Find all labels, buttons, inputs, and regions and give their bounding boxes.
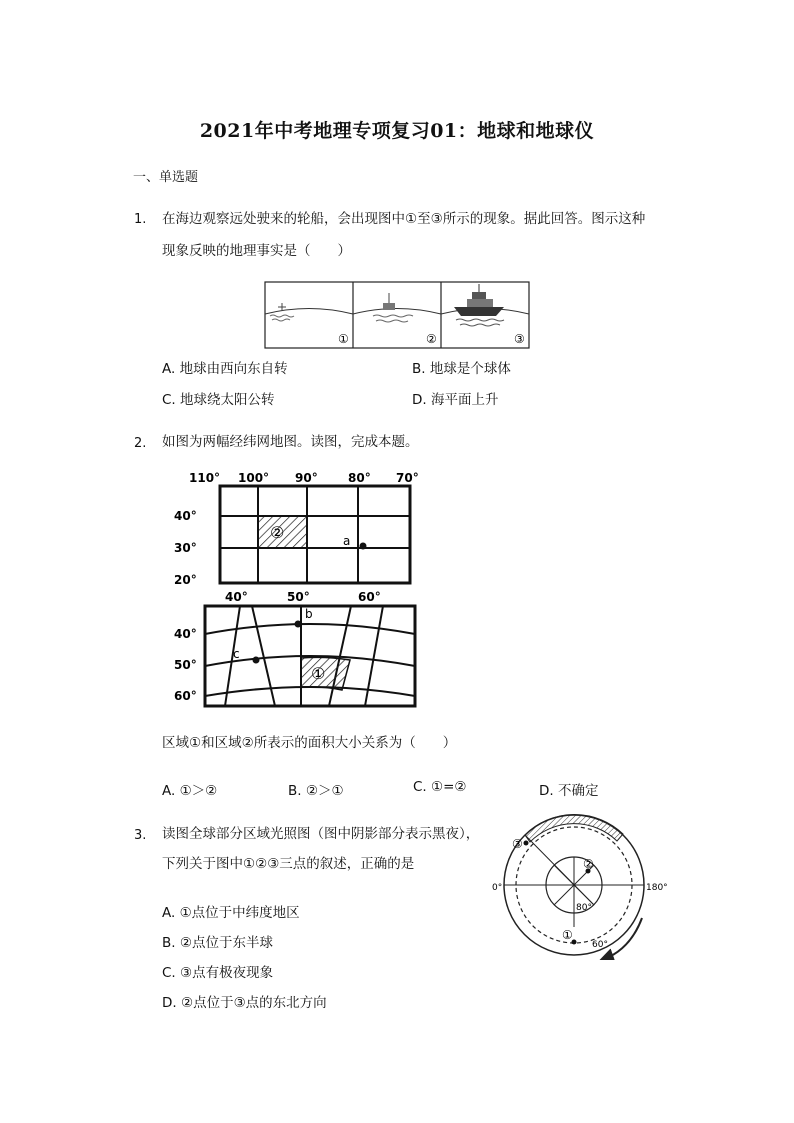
lon-60-label: 60° — [358, 590, 381, 604]
lon-50-label: 50° — [287, 590, 310, 604]
q2-number: 2. — [134, 436, 147, 451]
q2-option-a[interactable]: A. ①＞② — [162, 783, 218, 799]
q1-option-b[interactable]: B. 地球是个球体 — [412, 361, 511, 377]
lat-80-label: 80° — [576, 903, 592, 913]
q3-option-c[interactable]: C. ③点有极夜现象 — [162, 965, 274, 981]
graticule-map-2 — [170, 588, 432, 712]
region-2-label: ② — [270, 523, 285, 542]
region-1-label: ① — [311, 664, 326, 683]
panel-1-label: ① — [338, 332, 349, 346]
lat-60-label-q3: 60° — [592, 940, 608, 950]
illumination-diagram — [490, 810, 670, 960]
lon-0-label: 0° — [492, 883, 503, 893]
point-b-label: b — [305, 607, 313, 621]
point-b-marker — [295, 621, 302, 628]
lon-40-label: 40° — [225, 590, 248, 604]
panel-2-label: ② — [426, 332, 437, 346]
q3-number: 3. — [134, 828, 147, 843]
q3-stem-line1: 读图全球部分区域光照图（图中阴影部分表示黑夜）， — [162, 826, 480, 842]
q2-stem: 如图为两幅经纬网地图。读图，完成本题。 — [162, 434, 419, 450]
lat-40s-label: 40° — [174, 627, 197, 641]
point-a-marker — [360, 543, 367, 550]
ship-figure — [264, 281, 530, 349]
lon-70-label: 70° — [396, 471, 419, 485]
q1-stem-line1: 在海边观察远处驶来的轮船，会出现图中①至③所示的现象。据此回答。图示这种 — [162, 211, 646, 227]
q3-option-b[interactable]: B. ②点位于东半球 — [162, 935, 273, 951]
lat-60-label: 60° — [174, 689, 197, 703]
q1-option-d[interactable]: D. 海平面上升 — [412, 392, 499, 408]
point-c-marker — [253, 657, 260, 664]
section-heading: 一、单选题 — [133, 170, 199, 185]
q1-option-c[interactable]: C. 地球绕太阳公转 — [162, 392, 275, 408]
q3-stem-line2: 下列关于图中①②③三点的叙述，正确的是 — [162, 856, 415, 872]
lon-90-label: 90° — [295, 471, 318, 485]
graticule-map-1 — [170, 466, 432, 590]
q1-option-a[interactable]: A. 地球由西向东自转 — [162, 361, 288, 377]
q3-option-a[interactable]: A. ①点位于中纬度地区 — [162, 905, 300, 921]
lon-180-label: 180° — [646, 883, 668, 893]
q1-number: 1. — [134, 212, 147, 227]
lat-40-label: 40° — [174, 509, 197, 523]
q2-question: 区域①和区域②所表示的面积大小关系为（ ） — [162, 735, 457, 751]
lat-20-label: 20° — [174, 573, 197, 587]
q2-option-b[interactable]: B. ②＞① — [288, 783, 344, 799]
lon-110-label: 110° — [189, 471, 221, 485]
q2-option-d[interactable]: D. 不确定 — [539, 783, 599, 799]
point-2-label: ② — [583, 857, 594, 871]
lat-50-label: 50° — [174, 658, 197, 672]
point-c-label: c — [233, 647, 240, 661]
rotation-arrow-icon — [602, 918, 642, 960]
point-a-label: a — [343, 534, 351, 548]
lon-100-label: 100° — [238, 471, 270, 485]
panel-3-label: ③ — [514, 332, 525, 346]
point-3-label: ③ — [512, 837, 523, 851]
q1-stem-line2: 现象反映的地理事实是（ ） — [162, 243, 351, 259]
point-3-marker — [524, 841, 529, 846]
lon-80-label: 80° — [348, 471, 371, 485]
q2-option-c[interactable]: C. ①=② — [413, 779, 467, 795]
lat-30-label: 30° — [174, 541, 197, 555]
point-1-label: ① — [562, 928, 573, 942]
page-title: 2021年中考地理专项复习01：地球和地球仪 — [199, 120, 595, 142]
q3-option-d[interactable]: D. ②点位于③点的东北方向 — [162, 995, 327, 1011]
